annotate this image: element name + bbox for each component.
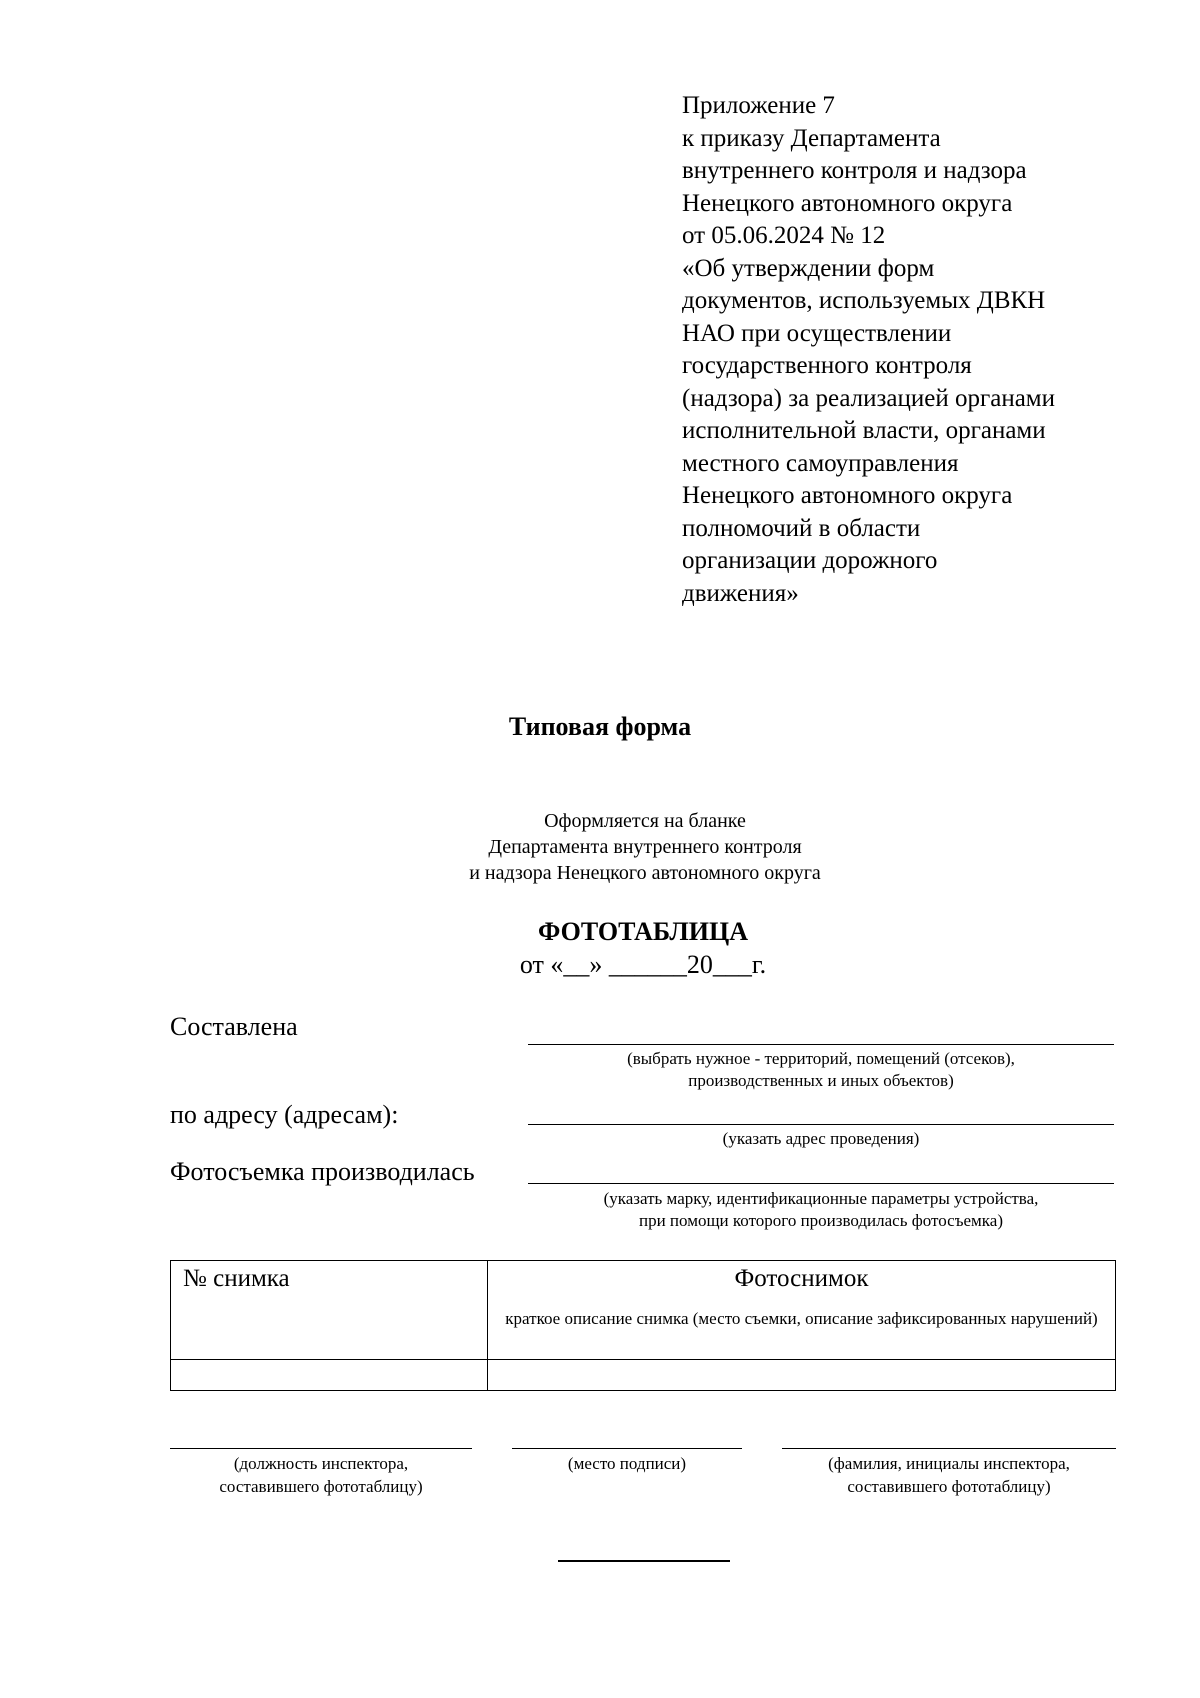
appendix-line: местного самоуправления — [682, 449, 959, 477]
signature-position-caption — [150, 1452, 492, 1498]
photo-table — [170, 1260, 1116, 1391]
photo-device-hint — [528, 1188, 1114, 1232]
signature-caption-line: составившего фототаблицу) — [847, 1477, 1051, 1496]
appendix-line: к приказу Департамента — [682, 124, 941, 152]
form-type-heading: Типовая форма — [508, 712, 692, 741]
blank-note-line: Департамента внутреннего контроля — [488, 836, 802, 858]
appendix-line: движения» — [682, 579, 799, 607]
photo-header-description: краткое описание снимка (место съемки, описание зафиксированных нарушений) — [505, 1309, 1098, 1328]
photo-header-title: Фотоснимок — [734, 1265, 869, 1292]
appendix-line: Ненецкого автономного округа — [682, 189, 1013, 217]
signature-caption-line: составившего фототаблицу) — [219, 1477, 423, 1496]
signature-place-line — [512, 1448, 742, 1449]
appendix-line: полномочий в области — [682, 514, 921, 542]
signature-name-caption — [772, 1452, 1126, 1498]
photo-header — [488, 1261, 1115, 1359]
blank-note — [0, 808, 1200, 886]
signature-name-line — [782, 1448, 1116, 1449]
appendix-line: государственного контроля — [682, 352, 972, 379]
appendix-line: Ненецкого автономного округа — [682, 482, 1013, 509]
blank-note-line: Оформляется на бланке — [544, 810, 746, 832]
document-date-line: от «__» ______20___г. — [519, 950, 767, 979]
table-row — [171, 1360, 1116, 1391]
composed-hint — [528, 1048, 1114, 1092]
signature-caption-line: (должность инспектора, — [233, 1454, 409, 1473]
photo-device-hint-line: при помощи которого производилась фотосъемка) — [638, 1211, 1003, 1230]
composed-hint-line: (выбрать нужное - территорий, помещений (отсеков), — [627, 1049, 1015, 1068]
photo-device-hint-line: (указать марку, идентификационные параметры устройства, — [603, 1189, 1039, 1208]
table-cell — [171, 1360, 488, 1391]
appendix-line: документов, используемых ДВКН — [682, 287, 1046, 314]
signature-place-caption — [512, 1452, 742, 1475]
photo-number-header: № снимка — [183, 1265, 290, 1292]
address-hint — [528, 1128, 1114, 1150]
composed-line — [528, 1044, 1114, 1045]
signature-position-line — [170, 1448, 472, 1449]
address-hint-line: (указать адрес проведения) — [722, 1129, 920, 1148]
photo-device-line — [528, 1183, 1114, 1184]
table-cell — [488, 1360, 1116, 1391]
appendix-line: внутреннего контроля и надзора — [682, 157, 1027, 184]
signature-caption-line: (фамилия, инициалы инспектора, — [828, 1454, 1070, 1473]
appendix-line: НАО при осуществлении — [682, 319, 952, 347]
composed-label: Составлена — [170, 1012, 298, 1041]
table-cell — [171, 1261, 488, 1360]
appendix-line: «Об утверждении форм — [682, 254, 935, 282]
appendix-line: (надзора) за реализацией органами — [682, 384, 1055, 412]
blank-note-line: и надзора Ненецкого автономного округа — [469, 862, 821, 884]
end-divider — [558, 1560, 730, 1562]
signature-caption-line: (место подписи) — [567, 1454, 687, 1473]
appendix-block — [682, 90, 1142, 610]
appendix-line: Приложение 7 — [682, 92, 835, 119]
document-title: ФОТОТАБЛИЦА — [537, 917, 749, 946]
composed-hint-line: производственных и иных объектов) — [688, 1071, 954, 1090]
table-cell — [488, 1261, 1116, 1360]
address-label: по адресу (адресам): — [170, 1100, 399, 1129]
photo-device-label: Фотосъемка производилась — [170, 1157, 475, 1186]
appendix-line: от 05.06.2024 № 12 — [682, 222, 886, 249]
appendix-line: исполнительной власти, органами — [682, 417, 1046, 444]
table-header-row — [171, 1261, 1116, 1360]
address-line — [528, 1124, 1114, 1125]
appendix-line: организации дорожного — [682, 547, 938, 574]
